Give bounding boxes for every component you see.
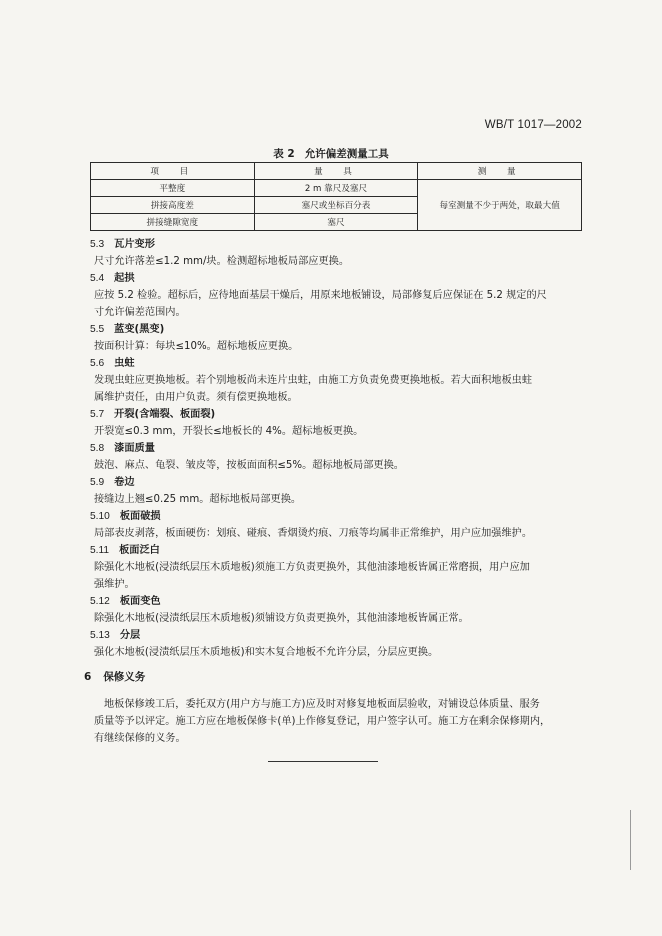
section-block: [90, 627, 584, 661]
section-block: [90, 355, 584, 406]
table-number: 表 2: [273, 148, 295, 160]
section-block: [90, 593, 584, 627]
section-heading: [90, 321, 584, 338]
table-cell-tool: 塞尺或坐标百分表: [254, 197, 418, 214]
tolerance-table: [90, 162, 582, 231]
section-6-line: 质量等予以评定。施工方应在地板保修卡(单)上作修复登记，用户签字认可。施工方在剩余保修期内，: [94, 716, 551, 727]
section-body-line: 发现虫蛀应更换地板。若个别地板尚未连片虫蛀，由施工方负责免费更换地板。若大面积地板虫蛀: [94, 375, 533, 386]
section-number: 5.9: [90, 477, 105, 488]
table-cell-item: 拼接缝隙宽度: [91, 214, 255, 231]
section-heading: [90, 593, 584, 610]
section-block: [90, 406, 584, 440]
section-title: 起拱: [114, 273, 135, 284]
section-body-line: 应按 5.2 检验。超标后，应待地面基层干燥后，用原来地板铺设，局部修复后应保证在 5.2 规定的尺: [94, 290, 547, 301]
section-number: 5.12: [90, 596, 110, 607]
table-cell-item: 平整度: [91, 180, 255, 197]
section-body-line: 寸允许偏差范围内。: [94, 307, 186, 318]
section-heading: [90, 406, 584, 423]
table-header-tool: 量 具: [254, 163, 418, 180]
section-body-line: 强化木地板(浸渍纸层压木质地板)和实木复合地板不允许分层，分层应更换。: [94, 647, 439, 658]
section-6-line: 有继续保修的义务。: [94, 733, 186, 744]
section-block: [90, 321, 584, 355]
section-title: 开裂(含端裂、板面裂): [114, 409, 216, 420]
table-cell-measure-note: 每室测量不少于两处，取最大值: [418, 180, 582, 231]
section-body-line: 除强化木地板(浸渍纸层压木质地板)须施工方负责更换外，其他油漆地板皆属正常磨损，用户应加: [94, 562, 530, 573]
section-number: 5.3: [90, 239, 105, 250]
table-header-item: 项 目: [91, 163, 255, 180]
section-body-line: 除强化木地板(浸渍纸层压木质地板)须铺设方负责更换外，其他油漆地板皆属正常。: [94, 613, 469, 624]
section-number: 5.5: [90, 324, 105, 335]
section-number: 5.13: [90, 630, 110, 641]
section-6-number: 6: [84, 671, 92, 683]
section-heading: [90, 627, 584, 644]
end-rule: [268, 761, 378, 762]
table-cell-item: 拼接高度差: [91, 197, 255, 214]
sections-list: [90, 236, 584, 661]
section-6-line: 地板保修竣工后，委托双方(用户方与施工方)应及时对修复地板面层验收，对铺设总体质量、服务: [104, 699, 540, 710]
section-number: 5.7: [90, 409, 105, 420]
section-title: 板面破损: [119, 511, 161, 522]
section-title: 瓦片变形: [114, 239, 155, 250]
table-header-row: [91, 163, 582, 180]
section-block: [90, 474, 584, 508]
section-title: 漆面质量: [114, 443, 155, 454]
section-body-line: 鼓泡、麻点、龟裂、皱皮等，按板面面积≤5%。超标地板局部更换。: [94, 460, 404, 471]
section-number: 5.11: [90, 545, 110, 556]
section-block: [90, 236, 584, 270]
section-heading: [90, 508, 584, 525]
section-body-line: 接缝边上翘≤0.25 mm。超标地板局部更换。: [94, 494, 302, 505]
section-block: [90, 542, 584, 593]
section-number: 5.8: [90, 443, 105, 454]
section-heading: [90, 474, 584, 491]
section-body-line: 属维护责任，由用户负责。须有偿更换地板。: [94, 392, 298, 403]
section-title: 卷边: [114, 477, 135, 488]
section-6-heading: [84, 669, 584, 686]
section-body-line: 强维护。: [94, 579, 135, 590]
table-cell-tool: 塞尺: [254, 214, 418, 231]
section-body-line: 尺寸允许落差≤1.2 mm/块。检测超标地板局部应更换。: [94, 256, 350, 267]
section-block: [90, 270, 584, 321]
section-body-line: 开裂宽≤0.3 mm，开裂长≤地板长的 4%。超标地板更换。: [94, 426, 364, 437]
section-heading: [90, 270, 584, 287]
standard-code: WB/T 1017—2002: [484, 119, 582, 131]
section-body-line: 局部表皮剥落，板面硬伤：划痕、碰痕、香烟烫灼痕、刀痕等均属非正常维护，用户应加强维护。: [94, 528, 533, 539]
section-number: 5.4: [90, 273, 105, 284]
section-6-body: [94, 696, 584, 747]
section-heading: [90, 236, 584, 253]
section-6-title: 保修义务: [103, 671, 146, 683]
section-block: [90, 508, 584, 542]
section-number: 5.6: [90, 358, 105, 369]
table-caption: [0, 146, 662, 161]
section-title: 板面变色: [119, 596, 161, 607]
section-block: [90, 440, 584, 474]
section-title: 分层: [119, 630, 141, 641]
section-body-line: 按面积计算：每块≤10%。超标地板应更换。: [94, 341, 299, 352]
body-content: [84, 236, 584, 747]
section-number: 5.10: [90, 511, 110, 522]
section-title: 虫蛀: [114, 358, 135, 369]
section-heading: [90, 542, 584, 559]
section-title: 蓝变(黑变): [114, 324, 165, 335]
table-cell-tool: 2 m 靠尺及塞尺: [254, 180, 418, 197]
section-title: 板面泛白: [119, 545, 160, 556]
table-row: [91, 180, 582, 197]
section-heading: [90, 440, 584, 457]
table-header-measure: 测 量: [418, 163, 582, 180]
section-heading: [90, 355, 584, 372]
table-title: 允许偏差测量工具: [304, 148, 389, 160]
scan-edge-mark: [630, 810, 631, 870]
